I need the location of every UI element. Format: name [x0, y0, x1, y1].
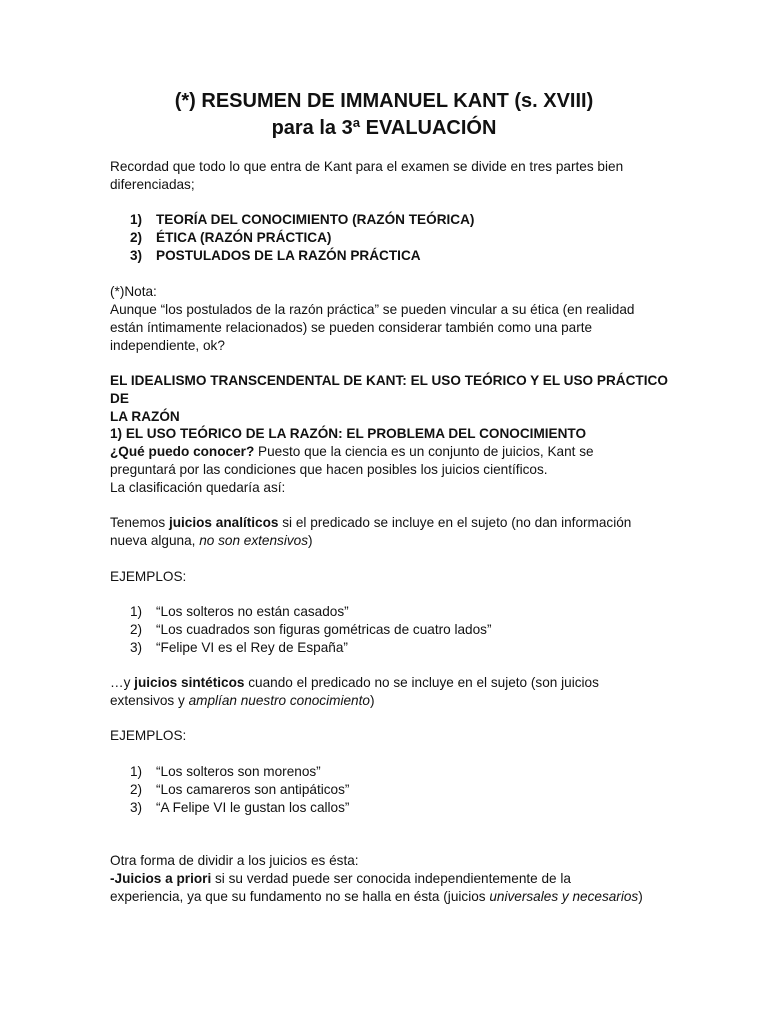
text-run: cuando el predicado no se incluye en el sujeto (son juicios [244, 675, 599, 690]
examples-list-sinteticos [130, 763, 670, 817]
italic-term: universales y necesarios [489, 889, 639, 904]
list-number: 1) [130, 764, 143, 779]
section-1-line: preguntará por las condiciones que hacen posibles los juicios científicos. [110, 462, 548, 477]
text-run: si el predicado se incluye en el sujeto (no dan información [278, 515, 632, 530]
analiticos-paragraph [110, 514, 670, 550]
sinteticos-line [110, 692, 670, 710]
list-text: “Los camareros son antipáticos” [156, 782, 350, 797]
note-label: (*)Nota: [110, 284, 157, 299]
question-text: ¿Qué puedo conocer? [110, 444, 255, 459]
heading-line: EL IDEALISMO TRANSCENDENTAL DE KANT: EL USO TEÓRICO Y EL USO PRÁCTICO DE [110, 373, 668, 406]
otra-line [110, 888, 670, 906]
list-item [130, 247, 670, 265]
section-1 [110, 425, 670, 497]
section-1-line: La clasificación quedaría así: [110, 480, 286, 495]
otra-paragraph [110, 852, 670, 906]
otra-line: Otra forma de dividir a los juicios es ésta: [110, 853, 359, 868]
text-run: experiencia, ya que su fundamento no se halla en ésta (juicios [110, 889, 490, 904]
list-item [130, 639, 670, 657]
analiticos-line [110, 514, 670, 532]
text-run: …y [110, 675, 135, 690]
list-item [130, 229, 670, 247]
section-heading-idealismo [110, 372, 670, 426]
sinteticos-line [110, 674, 670, 692]
text-run: nueva alguna, [110, 533, 200, 548]
list-number: 2) [130, 782, 143, 797]
analiticos-line [110, 532, 670, 550]
list-item [130, 799, 670, 817]
list-number: 3) [130, 640, 143, 655]
examples-label: EJEMPLOS: [110, 569, 187, 584]
otra-line [110, 870, 670, 888]
intro-paragraph [110, 158, 670, 194]
list-text: “A Felipe VI le gustan los callos” [156, 800, 350, 815]
italic-term: no son extensivos [199, 533, 309, 548]
list-text: TEORÍA DEL CONOCIMIENTO (RAZÓN TEÓRICA) [156, 212, 475, 227]
list-number: 3) [130, 800, 143, 815]
list-text: “Los solteros no están casados” [156, 604, 349, 619]
parts-list [130, 211, 670, 265]
list-text: POSTULADOS DE LA RAZÓN PRÁCTICA [156, 248, 421, 263]
heading-line: LA RAZÓN [110, 409, 180, 424]
note-line: independiente, ok? [110, 338, 225, 353]
section-1-heading: 1) EL USO TEÓRICO DE LA RAZÓN: EL PROBLEMA DEL CONOCIMIENTO [110, 426, 587, 441]
list-number: 2) [130, 230, 143, 245]
section-1-text: Puesto que la ciencia es un conjunto de juicios, Kant se [254, 444, 594, 459]
list-text: ÉTICA (RAZÓN PRÁCTICA) [156, 230, 332, 245]
list-number: 2) [130, 622, 143, 637]
text-run: extensivos y [110, 693, 189, 708]
list-item [130, 763, 670, 781]
text-run: Tenemos [110, 515, 169, 530]
list-item [130, 781, 670, 799]
bold-term: -Juicios a priori [110, 871, 212, 886]
sinteticos-paragraph [110, 674, 670, 710]
list-text: “Los cuadrados son figuras gométricas de cuatro lados” [156, 622, 492, 637]
list-number: 3) [130, 248, 143, 263]
note-line: están íntimamente relacionados) se pueden considerar también como una parte [110, 320, 593, 335]
text-run: ) [308, 533, 313, 548]
note-line: Aunque “los postulados de la razón práctica” se pueden vincular a su ética (en realidad [110, 302, 635, 317]
list-item [130, 211, 670, 229]
section-1-line [110, 443, 670, 461]
text-run: ) [638, 889, 643, 904]
examples-list-analiticos [130, 603, 670, 657]
intro-line: Recordad que todo lo que entra de Kant para el examen se divide en tres partes bien [110, 159, 624, 174]
bold-term: juicios analíticos [168, 515, 279, 530]
list-item [130, 603, 670, 621]
document-title-line2: para la 3ª EVALUACIÓN [271, 117, 497, 139]
list-number: 1) [130, 604, 143, 619]
list-number: 1) [130, 212, 143, 227]
text-run: ) [369, 693, 375, 708]
note-paragraph [110, 283, 670, 355]
text-run: si su verdad puede ser conocida independientemente de la [211, 871, 571, 886]
italic-term: amplían nuestro conocimiento [188, 693, 370, 708]
list-text: “Felipe VI es el Rey de España” [156, 640, 348, 655]
bold-term: juicios sintéticos [134, 675, 245, 690]
list-text: “Los solteros son morenos” [156, 764, 321, 779]
intro-line: diferenciadas; [110, 177, 195, 192]
list-item [130, 621, 670, 639]
document-title-line1: (*) RESUMEN DE IMMANUEL KANT (s. XVIII) [174, 90, 594, 112]
examples-label: EJEMPLOS: [110, 728, 187, 743]
